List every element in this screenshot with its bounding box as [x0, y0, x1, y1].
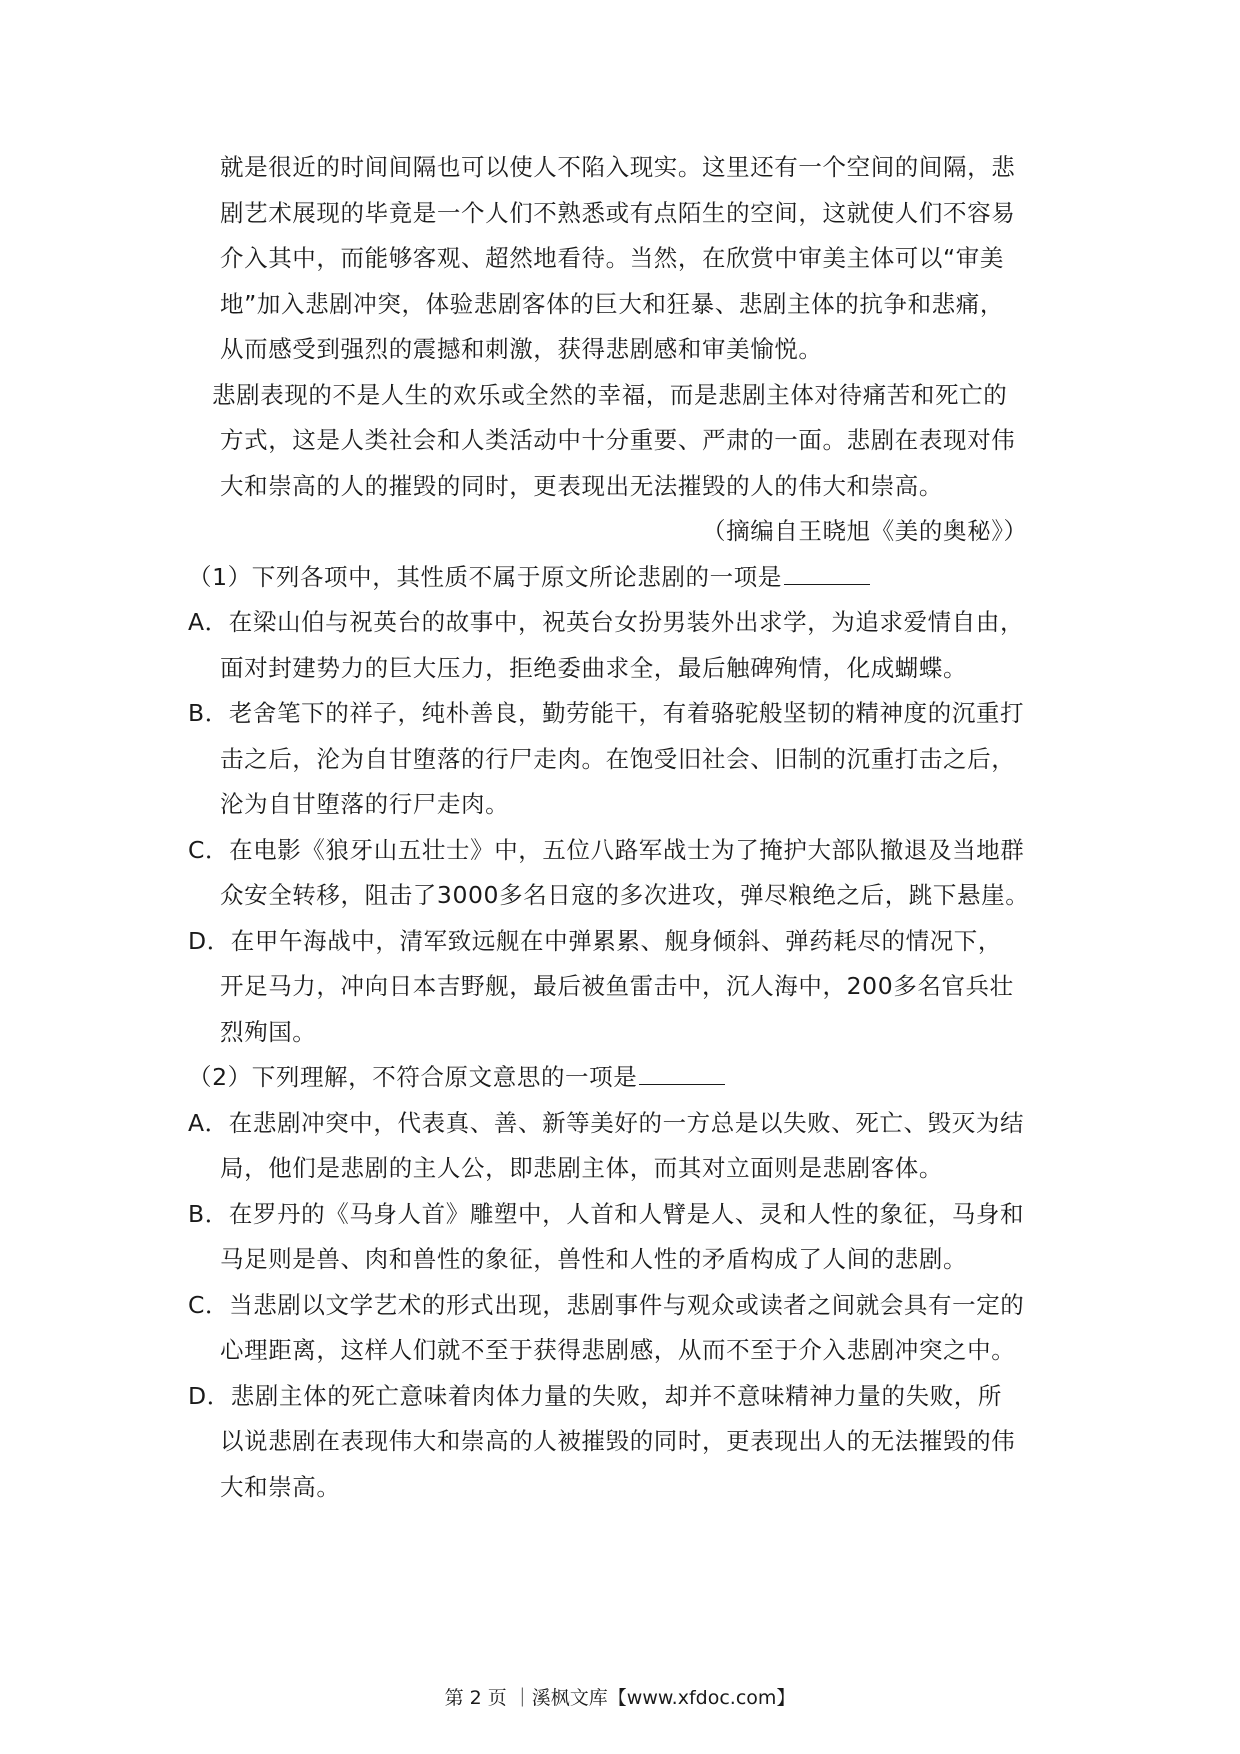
passage-line: 地”加入悲剧冲突，体验悲剧客体的巨大和狂暴、悲剧主体的抗争和悲痛，	[220, 290, 1004, 318]
option-a-line: A．在悲剧冲突中，代表真、善、新等美好的一方总是以失败、死亡、毁灭为结	[188, 1109, 1025, 1137]
option-d-line: 开足马力，冲向日本吉野舰，最后被鱼雷击中，沉人海中，200多名官兵壮	[220, 972, 1014, 1000]
page-footer: 第 2 页 ｜溪枫文库【www.xfdoc.com】	[444, 1687, 796, 1709]
option-d-line: 大和崇高。	[220, 1473, 341, 1501]
option-b-line: 沦为自甘堕落的行尸走肉。	[220, 790, 510, 818]
passage-line: 从而感受到强烈的震撼和刺激，获得悲剧感和审美愉悦。	[220, 335, 823, 363]
option-a-line: A．在梁山伯与祝英台的故事中，祝英台女扮男装外出求学，为追求爱情自由，	[188, 608, 1025, 636]
passage-line: 方式，这是人类社会和人类活动中十分重要、严肃的一面。悲剧在表现对伟	[220, 426, 1016, 454]
option-c-line: 心理距离，这样人们就不至于获得悲剧感，从而不至于介入悲剧冲突之中。	[220, 1336, 1016, 1364]
passage-line: 剧艺术展现的毕竟是一个人们不熟悉或有点陌生的空间，这就使人们不容易	[220, 199, 1016, 227]
passage-line: 悲剧表现的不是人生的欢乐或全然的幸福，而是悲剧主体对待痛苦和死亡的	[212, 381, 1008, 409]
option-c-line: 众安全转移，阻击了3000多名日寇的多次进攻，弹尽粮绝之后，跳下悬崖。	[220, 881, 1030, 909]
option-a-line: 局，他们是悲剧的主人公，即悲剧主体，而其对立面则是悲剧客体。	[220, 1154, 943, 1182]
option-b-line: 马足则是兽、肉和兽性的象征，兽性和人性的矛盾构成了人间的悲剧。	[220, 1245, 968, 1273]
passage-line: 大和崇高的人的摧毁的同时，更表现出无法摧毁的人的伟大和崇高。	[220, 472, 943, 500]
passage-line: 介入其中，而能够客观、超然地看待。当然，在欣赏中审美主体可以“审美	[220, 244, 1004, 272]
passage-source: （摘编自王晓旭《美的奥秘》）	[702, 517, 1028, 545]
option-b-line: B．在罗丹的《马身人首》雕塑中，人首和人臂是人、灵和人性的象征，马身和	[188, 1200, 1025, 1228]
option-b-line: 击之后，沦为自甘堕落的行尸走肉。在饱受旧社会、旧制的沉重打击之后，	[220, 745, 1016, 773]
option-b-line: B．老舍笔下的祥子，纯朴善良，勤劳能干，有着骆驼般坚韧的精神度的沉重打	[188, 699, 1025, 727]
passage-line: 就是很近的时间间隔也可以使人不陷入现实。这里还有一个空间的间隔，悲	[220, 153, 1016, 181]
question-stem	[188, 1060, 725, 1094]
question-stem	[188, 560, 870, 594]
question-stem-text: （1）下列各项中，其性质不属于原文所论悲剧的一项是	[188, 563, 782, 591]
answer-blank[interactable]	[639, 1062, 725, 1085]
option-d-line: 以说悲剧在表现伟大和崇高的人被摧毁的同时，更表现出人的无法摧毁的伟	[220, 1427, 1016, 1455]
option-d-line: D．在甲午海战中，清军致远舰在中弹累累、舰身倾斜、弹药耗尽的情况下，	[188, 927, 1002, 955]
option-d-line: D．悲剧主体的死亡意味着肉体力量的失败，却并不意味精神力量的失败，所	[188, 1382, 1002, 1410]
question-stem-text: （2）下列理解，不符合原文意思的一项是	[188, 1063, 638, 1091]
answer-blank[interactable]	[784, 562, 870, 585]
option-c-line: C．当悲剧以文学艺术的形式出现，悲剧事件与观众或读者之间就会具有一定的	[188, 1291, 1025, 1319]
option-d-line: 烈殉国。	[220, 1018, 317, 1046]
option-a-line: 面对封建势力的巨大压力，拒绝委曲求全，最后触碑殉情，化成蝴蝶。	[220, 654, 968, 682]
option-c-line: C．在电影《狼牙山五壮士》中，五位八路军战士为了掩护大部队撤退及当地群	[188, 836, 1025, 864]
